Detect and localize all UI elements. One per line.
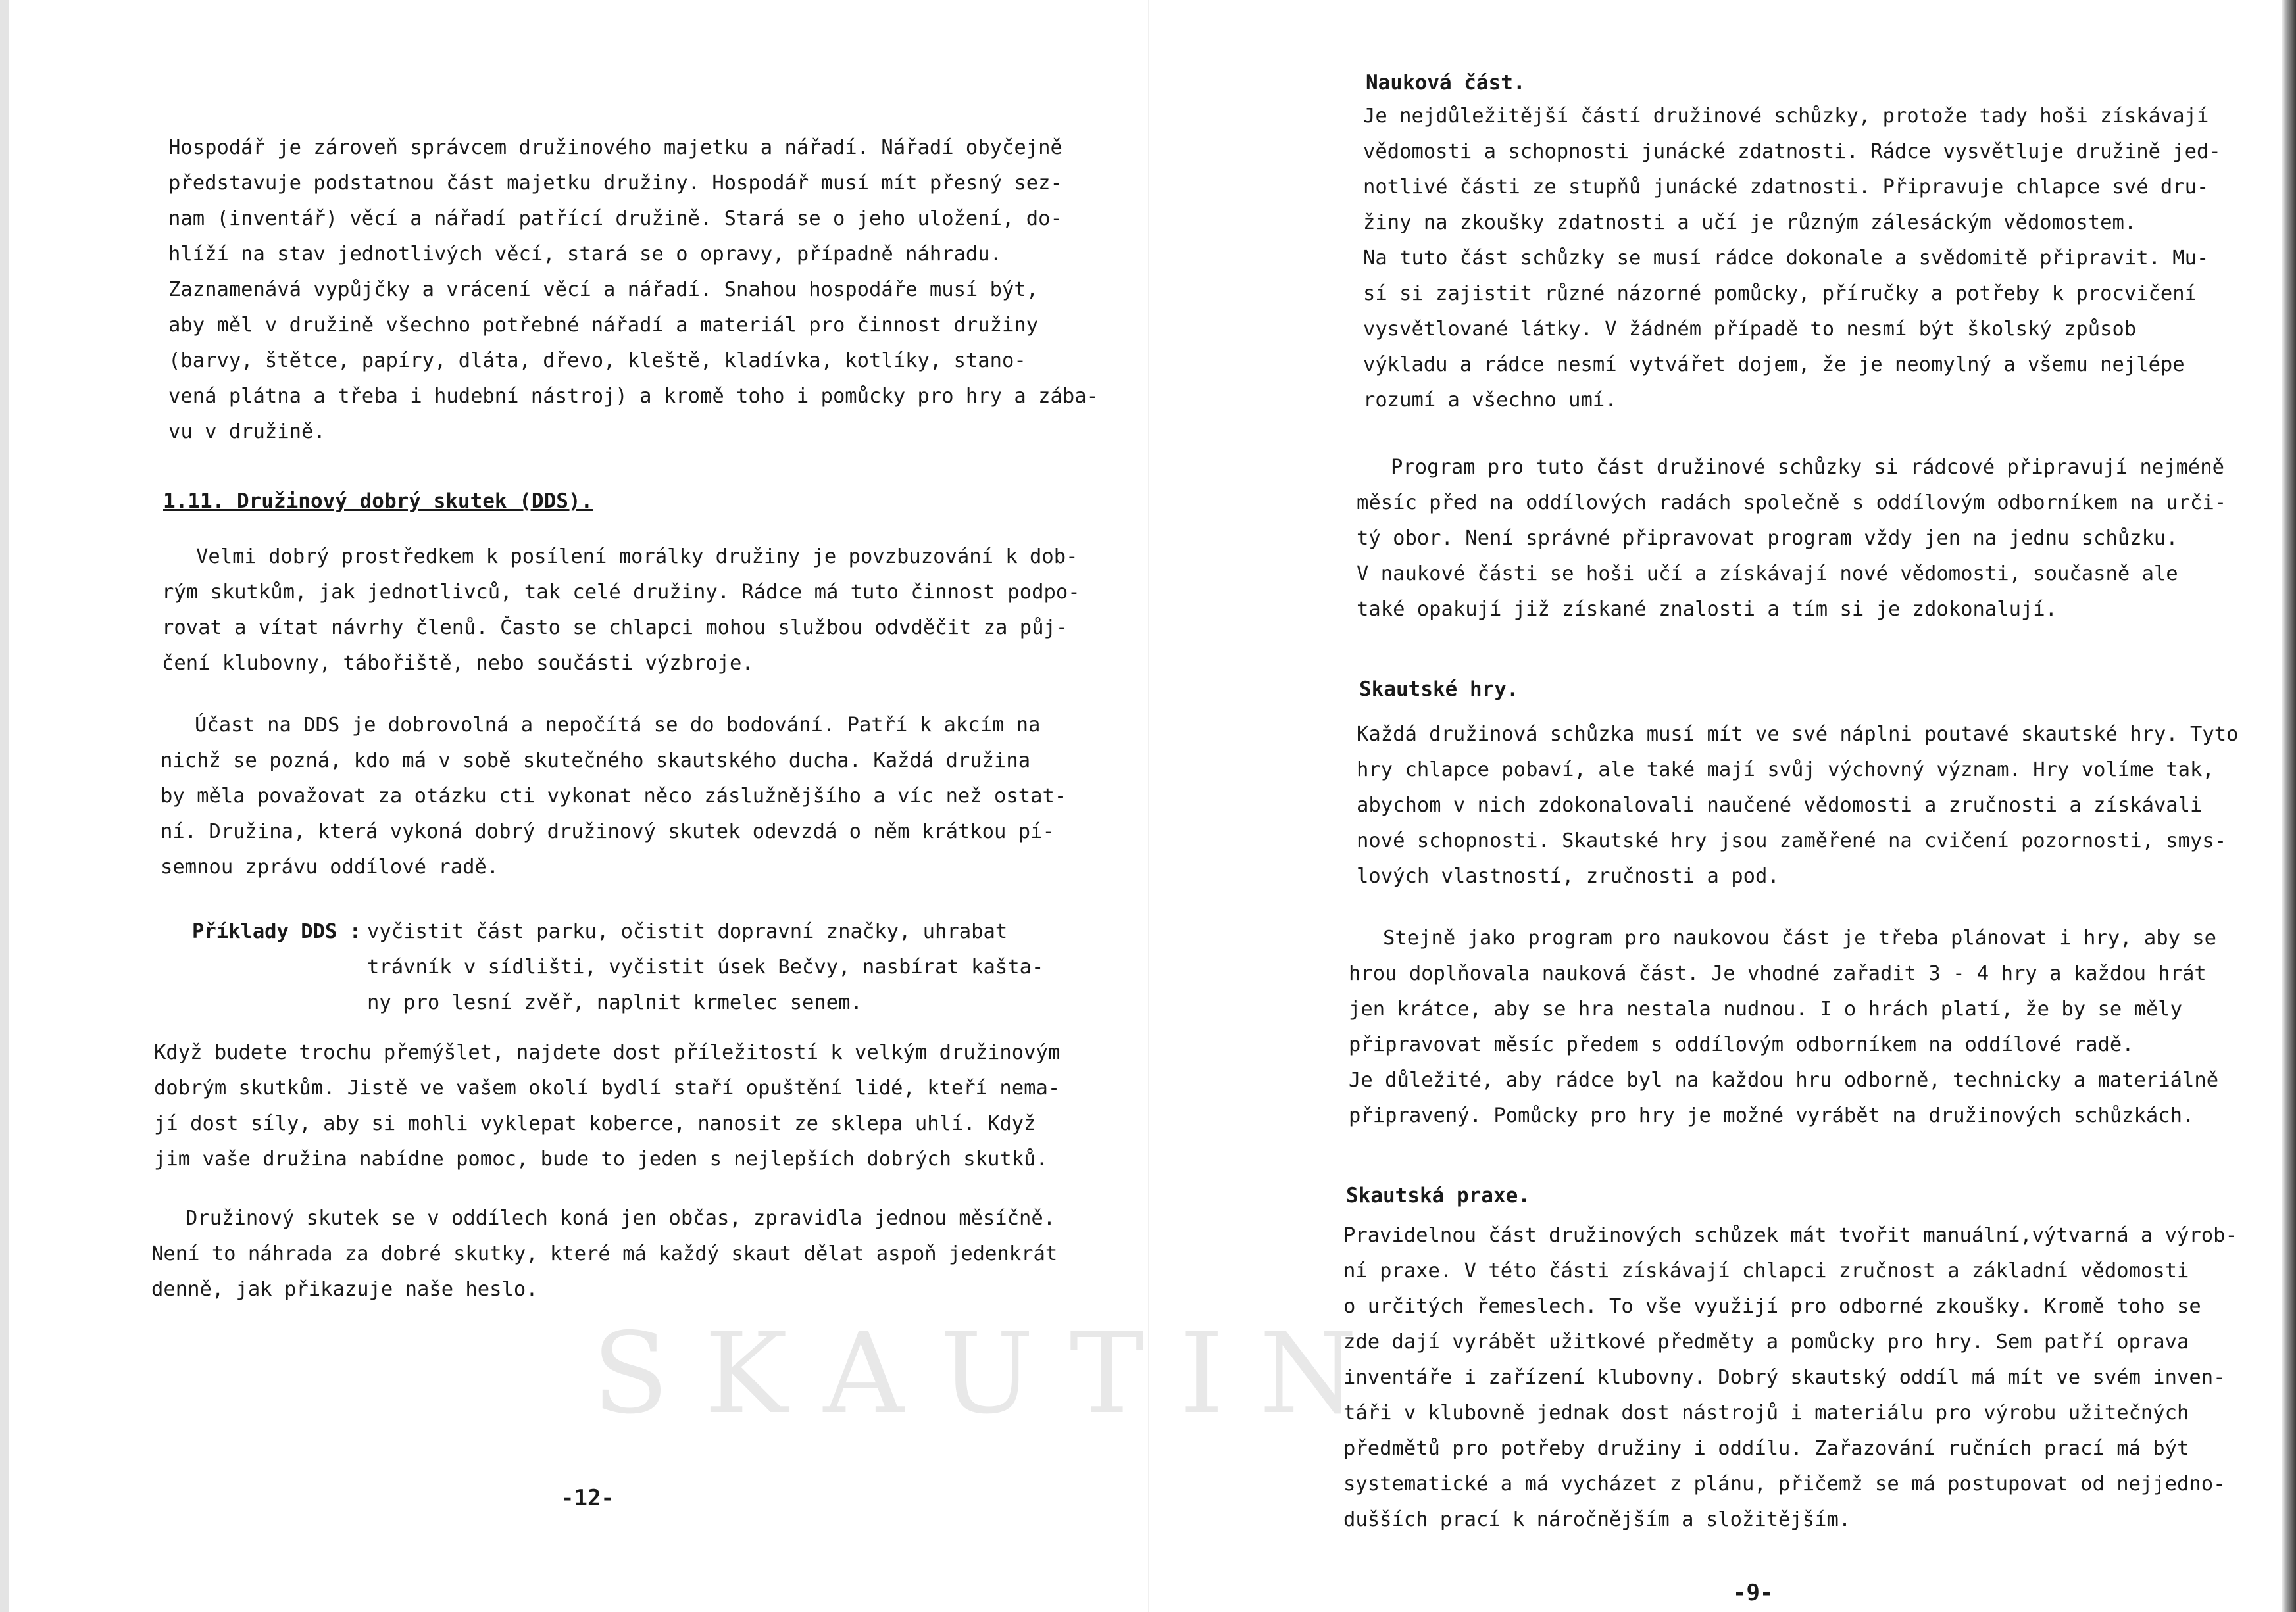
- text-line: Je důležité, aby rádce byl na každou hru odborně, technicky a materiálně: [1349, 1069, 2219, 1092]
- text-line: nichž se pozná, kdo má v sobě skutečného skautského ducha. Každá družina: [161, 749, 1031, 772]
- examples-list: [367, 914, 1043, 1021]
- text-line: rým skutkům, jak jednotlivců, tak celé družiny. Rádce má tuto činnost podpo-: [162, 581, 1080, 604]
- text-line: Zaznamenává vypůjčky a vrácení věcí a nářadí. Snahou hospodáře musí být,: [168, 278, 1039, 301]
- examples-label: Příklady DDS :: [192, 920, 362, 943]
- text-line: by měla považovat za otázku cti vykonat něco záslužnějšího a víc než ostat-: [161, 785, 1067, 808]
- text-line: tý obor. Není správné připravovat program vždy jen na jednu schůzku.: [1357, 527, 2178, 550]
- paragraph-plan-hry: [1349, 921, 2218, 1134]
- text-line: jen krátce, aby se hra nestala nudnou. I o hrách platí, že by se měly: [1349, 998, 2183, 1021]
- text-line: předmětů pro potřeby družiny i oddílu. Zařazování ručních prací má být: [1343, 1437, 2189, 1460]
- paragraph-think: [154, 1035, 1060, 1177]
- paragraph-dds-participation: [161, 708, 1066, 885]
- paragraph-hry: [1357, 717, 2238, 894]
- scan-right-edge: [2282, 0, 2296, 1612]
- text-line: dušších prací k náročnějším a složitějším.: [1343, 1508, 1851, 1531]
- page-number: -12-: [561, 1485, 614, 1511]
- section-heading-nauka: Nauková část.: [1366, 71, 1526, 95]
- text-line: rozumí a všechno umí.: [1363, 389, 1617, 412]
- text-line: ny pro lesní zvěř, naplnit krmelec senem.: [367, 991, 862, 1014]
- paragraph-praxe: [1343, 1218, 2237, 1538]
- text-line: Účast na DDS je dobrovolná a nepočítá se do bodování. Patří k akcím na: [195, 714, 1041, 737]
- section-heading-praxe: Skautská praxe.: [1346, 1184, 1530, 1208]
- text-line: hlíží na stav jednotlivých věcí, stará se o opravy, případně náhradu.: [168, 243, 1003, 266]
- text-line: čení klubovny, tábořiště, nebo součásti výzbroje.: [162, 652, 754, 675]
- text-line: rovat a vítat návrhy členů. Často se chlapci mohou službou odvděčit za půj-: [162, 616, 1068, 639]
- text-line: denně, jak přikazuje naše heslo.: [151, 1278, 538, 1301]
- section-heading-dds: 1.11. Družinový dobrý skutek (DDS).: [163, 489, 593, 513]
- text-line: dobrým skutkům. Jistě ve vašem okolí bydlí staří opuštění lidé, kteří nema-: [154, 1077, 1061, 1100]
- text-line: výkladu a rádce nesmí vytvářet dojem, že je neomylný a všemu nejlépe: [1363, 353, 2185, 376]
- text-line: Program pro tuto část družinové schůzky si rádcové připravují nejméně: [1391, 456, 2225, 479]
- text-line: Každá družinová schůzka musí mít ve své náplni poutavé skautské hry. Tyto: [1357, 723, 2239, 746]
- text-line: zde dají vyrábět užitkové předměty a pomůcky pro hry. Sem patří oprava: [1343, 1331, 2189, 1354]
- paragraph-program: [1357, 450, 2226, 627]
- paragraph-hospodar: [168, 130, 1099, 450]
- text-line: ní praxe. V této části získávají chlapci zručnost a základní vědomosti: [1343, 1259, 2189, 1282]
- text-line: vysvětlované látky. V žádném případě to nesmí být školský způsob: [1363, 318, 2137, 341]
- text-line: vu v družině.: [168, 420, 326, 443]
- text-line: hrou doplňovala nauková část. Je vhodné zařadit 3 - 4 hry a každou hrát: [1349, 962, 2207, 985]
- text-line: představuje podstatnou část majetku družiny. Hospodář musí mít přesný sez-: [168, 172, 1062, 195]
- text-line: Je nejdůležitější částí družinové schůzky, protože tady hoši získávají: [1363, 105, 2209, 128]
- text-line: Když budete trochu přemýšlet, najdete dost příležitostí k velkým družinovým: [154, 1041, 1061, 1064]
- text-line: táři v klubovně jednak dost nástrojů i materiálu pro výrobu užitečných: [1343, 1402, 2189, 1425]
- section-heading-hry: Skautské hry.: [1359, 677, 1519, 701]
- text-line: Velmi dobrý prostředkem k posílení morálky družiny je povzbuzování k dob-: [196, 545, 1078, 568]
- right-page: [1149, 0, 2280, 1612]
- paragraph-dds-intro: [162, 539, 1080, 681]
- text-line: Na tuto část schůzky se musí rádce dokonale a svědomitě připravit. Mu-: [1363, 247, 2209, 270]
- text-line: inventáře i zařízení klubovny. Dobrý skautský oddíl má mít ve svém inven-: [1343, 1366, 2226, 1389]
- text-line: připravovat měsíc předem s oddílovým odborníkem na oddílové radě.: [1349, 1033, 2134, 1056]
- text-line: systematické a má vycházet z plánu, přičemž se má postupovat od nejjedno-: [1343, 1473, 2226, 1496]
- text-line: jim vaše družina nabídne pomoc, bude to jeden s nejlepších dobrých skutků.: [154, 1148, 1048, 1171]
- text-line: aby měl v družině všechno potřebné nářadí a materiál pro činnost družiny: [168, 314, 1039, 337]
- text-line: abychom v nich zdokonalovali naučené vědomosti a zručnosti a získávali: [1357, 794, 2203, 817]
- text-line: o určitých řemeslech. To vše využijí pro odborné zkoušky. Kromě toho se: [1343, 1295, 2201, 1318]
- text-line: vyčistit část parku, očistit dopravní značky, uhrabat: [367, 920, 1008, 943]
- text-line: vená plátna a třeba i hudební nástroj) a kromě toho i pomůcky pro hry a zába-: [168, 385, 1099, 408]
- paragraph-monthly: [151, 1201, 1057, 1307]
- text-line: žiny na zkoušky zdatnosti a učí je různým zálesáckým vědomostem.: [1363, 211, 2137, 234]
- text-line: Není to náhrada za dobré skutky, které má každý skaut dělat aspoň jedenkrát: [151, 1242, 1058, 1265]
- text-line: ní. Družina, která vykoná dobrý družinový skutek odevzdá o něm krátkou pí-: [161, 820, 1055, 843]
- text-line: nam (inventář) věcí a nářadí patřící družině. Stará se o jeho uložení, do-: [168, 207, 1062, 230]
- text-line: V naukové části se hoši učí a získávají nové vědomosti, současně ale: [1357, 562, 2178, 585]
- text-line: měsíc před na oddílových radách společně s oddílovým odborníkem na urči-: [1357, 491, 2227, 514]
- page-number: -9-: [1733, 1580, 1774, 1606]
- text-line: Hospodář je zároveň správcem družinového majetku a nářadí. Nářadí obyčejně: [168, 136, 1062, 159]
- text-line: nové schopnosti. Skautské hry jsou zaměřené na cvičení pozornosti, smys-: [1357, 829, 2227, 852]
- text-line: vědomosti a schopnosti junácké zdatnosti. Rádce vysvětluje družině jed-: [1363, 140, 2221, 163]
- text-line: Stejně jako program pro naukovou část je třeba plánovat i hry, aby se: [1383, 927, 2217, 950]
- text-line: Pravidelnou část družinových schůzek mát tvořit manuální,výtvarná a výrob-: [1343, 1224, 2237, 1247]
- text-line: notlivé části ze stupňů junácké zdatnosti. Připravuje chlapce své dru-: [1363, 176, 2209, 199]
- text-line: trávník v sídlišti, vyčistit úsek Bečvy, nasbírat kašta-: [367, 956, 1044, 979]
- watermark: S K A U T I N: [592, 1309, 1358, 1439]
- text-line: jí dost síly, aby si mohli vyklepat koberce, nanosit ze sklepa uhlí. Když: [154, 1112, 1036, 1135]
- text-line: hry chlapce pobaví, ale také mají svůj výchovný význam. Hry volíme tak,: [1357, 758, 2214, 781]
- text-line: semnou zprávu oddílové radě.: [161, 856, 499, 879]
- text-line: (barvy, štětce, papíry, dláta, dřevo, kleště, kladívka, kotlíky, stano-: [168, 349, 1026, 372]
- text-line: připravený. Pomůcky pro hry je možné vyrábět na družinových schůzkách.: [1349, 1104, 2195, 1127]
- text-line: Družinový skutek se v oddílech koná jen občas, zpravidla jednou měsíčně.: [186, 1207, 1056, 1230]
- text-line: lových vlastností, zručnosti a pod.: [1357, 865, 1780, 888]
- text-line: sí si zajistit různé názorné pomůcky, příručky a potřeby k procvičení: [1363, 282, 2197, 305]
- paragraph-nauka: [1363, 99, 2221, 418]
- text-line: také opakují již získané znalosti a tím si je zdokonalují.: [1357, 598, 2058, 621]
